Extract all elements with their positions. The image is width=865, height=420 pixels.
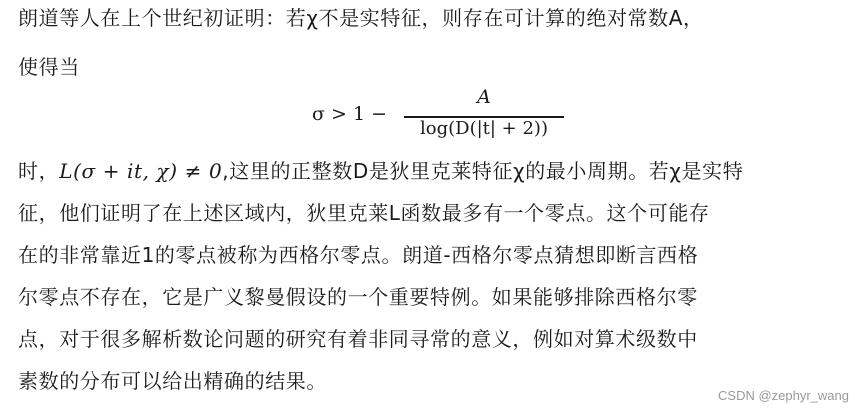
paragraph-line-4: 征，他们证明了在上述区域内，狄里克莱L函数最多有一个零点。这个可能存	[18, 201, 710, 225]
paragraph-line-2: 使得当	[18, 55, 80, 79]
formula-lhs: σ > 1 −	[312, 103, 388, 125]
paragraph-line-3	[18, 156, 743, 186]
paragraph-line-5: 在的非常靠近1的零点被称为西格尔零点。朗道-西格尔零点猜想即断言西格	[18, 243, 699, 267]
inline-math-L: L(σ + it, χ) ≠ 0	[59, 159, 223, 183]
paragraph-line-7: 点，对于很多解析数论问题的研究有着非同寻常的意义，例如对算术级数中	[18, 327, 698, 351]
formula-numerator: A	[477, 86, 491, 108]
paragraph-line-8: 素数的分布可以给出精确的结果。	[18, 369, 327, 393]
paragraph-line-1: 朗道等人在上个世纪初证明：若χ不是实特征，则存在可计算的绝对常数A，	[18, 6, 704, 30]
line3-suffix: ,这里的正整数D是狄里克莱特征χ的最小周期。若χ是实特	[222, 159, 744, 183]
line3-prefix: 时，	[18, 159, 60, 183]
formula-denominator: log(D(|t| + 2))	[420, 118, 548, 139]
paragraph-line-6: 尔零点不存在，它是广义黎曼假设的一个重要特例。如果能够排除西格尔零	[18, 285, 698, 309]
csdn-watermark: CSDN @zephyr_wang	[718, 388, 849, 403]
